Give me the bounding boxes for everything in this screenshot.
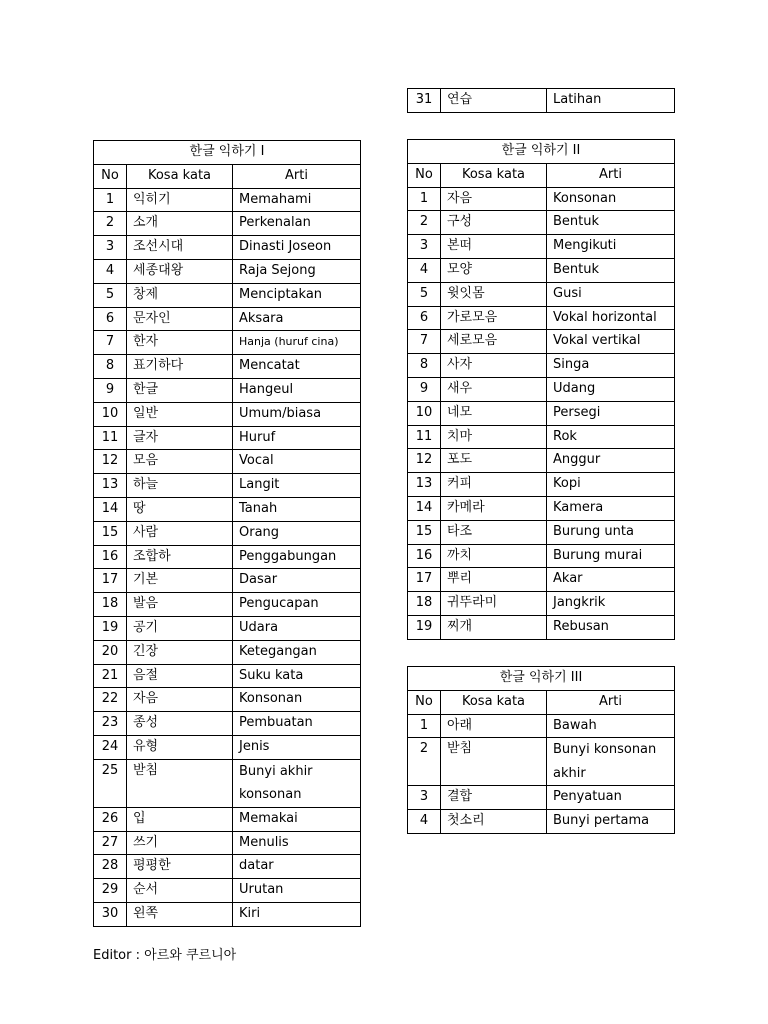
row-number: 10	[408, 401, 441, 425]
kosa-kata-cell: 한글	[127, 378, 233, 402]
table-row	[94, 307, 361, 331]
kosa-kata-cell: 네모	[441, 401, 547, 425]
arti-cell: Rebusan	[547, 615, 675, 639]
arti-cell: Langit	[233, 474, 361, 498]
row-number: 11	[408, 425, 441, 449]
table-row	[408, 473, 675, 497]
table-row	[408, 449, 675, 473]
column-header-arti: Arti	[547, 690, 675, 714]
arti-cell: Gusi	[547, 282, 675, 306]
table-row	[94, 402, 361, 426]
kosa-kata-cell: 본떠	[441, 235, 547, 259]
row-number: 6	[94, 307, 127, 331]
column-header-no: No	[94, 164, 127, 188]
arti-cell: Aksara	[233, 307, 361, 331]
row-number: 18	[94, 593, 127, 617]
row-number: 10	[94, 402, 127, 426]
table-row	[94, 855, 361, 879]
arti-cell: Bentuk	[547, 211, 675, 235]
editor-label: Editor :	[93, 948, 140, 963]
row-number: 19	[408, 615, 441, 639]
kosa-kata-cell: 찌개	[441, 615, 547, 639]
row-number: 31	[408, 89, 441, 113]
kosa-kata-cell: 긴장	[127, 640, 233, 664]
row-number: 2	[408, 211, 441, 235]
arti-cell: Persegi	[547, 401, 675, 425]
row-number: 14	[408, 496, 441, 520]
row-number: 27	[94, 831, 127, 855]
arti-cell: Burung murai	[547, 544, 675, 568]
table-row	[408, 520, 675, 544]
kosa-kata-cell: 귀뚜라미	[441, 592, 547, 616]
arti-cell: Memakai	[233, 807, 361, 831]
column-header-no: No	[408, 690, 441, 714]
arti-cell: Menciptakan	[233, 283, 361, 307]
kosa-kata-cell: 문자인	[127, 307, 233, 331]
arti-cell: Dasar	[233, 569, 361, 593]
kosa-kata-cell: 자음	[127, 688, 233, 712]
row-number: 17	[94, 569, 127, 593]
arti-cell: Dinasti Joseon	[233, 236, 361, 260]
row-number: 5	[408, 282, 441, 306]
table-row	[408, 401, 675, 425]
table-row	[408, 377, 675, 401]
arti-cell: Ketegangan	[233, 640, 361, 664]
arti-cell: Kiri	[233, 902, 361, 926]
arti-cell: Perkenalan	[233, 212, 361, 236]
table-row	[94, 283, 361, 307]
row-number: 26	[94, 807, 127, 831]
table-row	[94, 331, 361, 355]
arti-cell: Memahami	[233, 188, 361, 212]
kosa-kata-cell: 모음	[127, 450, 233, 474]
table-row	[94, 879, 361, 903]
kosa-kata-cell: 결합	[441, 786, 547, 810]
row-number: 4	[408, 258, 441, 282]
vocab-table-2	[407, 139, 675, 640]
kosa-kata-cell: 타조	[441, 520, 547, 544]
arti-cell: datar	[233, 855, 361, 879]
row-number: 22	[94, 688, 127, 712]
table-row	[94, 378, 361, 402]
kosa-kata-cell: 가로모음	[441, 306, 547, 330]
arti-cell: Udara	[233, 616, 361, 640]
table-title: 한글 익하기 III	[408, 667, 675, 691]
table-row	[408, 258, 675, 282]
column-header-arti: Arti	[233, 164, 361, 188]
kosa-kata-cell: 자음	[441, 187, 547, 211]
table-row	[94, 688, 361, 712]
arti-cell: Penggabungan	[233, 545, 361, 569]
row-number: 11	[94, 426, 127, 450]
arti-cell: Jenis	[233, 735, 361, 759]
row-number: 29	[94, 879, 127, 903]
arti-cell: Menulis	[233, 831, 361, 855]
table-row	[94, 259, 361, 283]
row-number: 4	[408, 810, 441, 834]
row-number: 30	[94, 902, 127, 926]
column-header-kosa-kata: Kosa kata	[441, 690, 547, 714]
arti-cell: Bunyi pertama	[547, 810, 675, 834]
table-title: 한글 익하기 II	[408, 140, 675, 164]
kosa-kata-cell: 입	[127, 807, 233, 831]
table-row	[94, 664, 361, 688]
arti-cell: Pengucapan	[233, 593, 361, 617]
kosa-kata-cell: 뿌리	[441, 568, 547, 592]
vocab-table-continuation	[407, 88, 675, 113]
kosa-kata-cell: 쓰기	[127, 831, 233, 855]
table-row	[94, 236, 361, 260]
table-row	[408, 187, 675, 211]
row-number: 21	[94, 664, 127, 688]
row-number: 25	[94, 759, 127, 807]
row-number: 8	[94, 355, 127, 379]
row-number: 16	[408, 544, 441, 568]
table-row	[94, 735, 361, 759]
row-number: 15	[408, 520, 441, 544]
row-number: 14	[94, 497, 127, 521]
row-number: 28	[94, 855, 127, 879]
table-row	[408, 306, 675, 330]
row-number: 3	[94, 236, 127, 260]
row-number: 6	[408, 306, 441, 330]
table-row	[94, 759, 361, 807]
table-row	[408, 738, 675, 786]
kosa-kata-cell: 음절	[127, 664, 233, 688]
row-number: 1	[408, 714, 441, 738]
kosa-kata-cell: 왼쪽	[127, 902, 233, 926]
row-number: 18	[408, 592, 441, 616]
kosa-kata-cell: 카메라	[441, 496, 547, 520]
table-row	[94, 831, 361, 855]
arti-cell: Bawah	[547, 714, 675, 738]
arti-cell: Burung unta	[547, 520, 675, 544]
arti-cell: Vocal	[233, 450, 361, 474]
arti-cell: Suku kata	[233, 664, 361, 688]
kosa-kata-cell: 윗잇몸	[441, 282, 547, 306]
arti-cell: Vokal vertikal	[547, 330, 675, 354]
table-row	[408, 496, 675, 520]
kosa-kata-cell: 기본	[127, 569, 233, 593]
kosa-kata-cell: 일반	[127, 402, 233, 426]
arti-cell: Raja Sejong	[233, 259, 361, 283]
arti-cell: Umum/biasa	[233, 402, 361, 426]
table-row	[408, 592, 675, 616]
table-row	[408, 544, 675, 568]
kosa-kata-cell: 발음	[127, 593, 233, 617]
table-row	[94, 712, 361, 736]
arti-cell: Orang	[233, 521, 361, 545]
row-number: 4	[94, 259, 127, 283]
row-number: 20	[94, 640, 127, 664]
kosa-kata-cell: 종성	[127, 712, 233, 736]
kosa-kata-cell: 모양	[441, 258, 547, 282]
table-row	[94, 569, 361, 593]
kosa-kata-cell: 포도	[441, 449, 547, 473]
kosa-kata-cell: 사자	[441, 354, 547, 378]
editor-credit	[93, 944, 236, 963]
row-number: 1	[94, 188, 127, 212]
kosa-kata-cell: 새우	[441, 377, 547, 401]
kosa-kata-cell: 글자	[127, 426, 233, 450]
row-number: 23	[94, 712, 127, 736]
row-number: 7	[94, 331, 127, 355]
row-number: 16	[94, 545, 127, 569]
table-row	[408, 330, 675, 354]
column-header-arti: Arti	[547, 163, 675, 187]
editor-name: 아르와 쿠르니아	[144, 948, 237, 963]
table-row	[94, 188, 361, 212]
arti-cell: Vokal horizontal	[547, 306, 675, 330]
table-row	[94, 807, 361, 831]
table-title: 한글 익하기 I	[94, 141, 361, 165]
row-number: 24	[94, 735, 127, 759]
row-number: 2	[408, 738, 441, 786]
kosa-kata-cell: 조합하	[127, 545, 233, 569]
kosa-kata-cell: 치마	[441, 425, 547, 449]
table-row	[94, 902, 361, 926]
table-row	[94, 545, 361, 569]
kosa-kata-cell: 세종대왕	[127, 259, 233, 283]
kosa-kata-cell: 한자	[127, 331, 233, 355]
table-row	[408, 211, 675, 235]
arti-cell: Bunyi konsonan akhir	[547, 738, 675, 786]
arti-cell: Anggur	[547, 449, 675, 473]
row-number: 15	[94, 521, 127, 545]
row-number: 19	[94, 616, 127, 640]
column-header-kosa-kata: Kosa kata	[127, 164, 233, 188]
table-row	[408, 282, 675, 306]
arti-cell: Mengikuti	[547, 235, 675, 259]
kosa-kata-cell: 유형	[127, 735, 233, 759]
kosa-kata-cell: 받침	[127, 759, 233, 807]
kosa-kata-cell: 창제	[127, 283, 233, 307]
arti-cell: Kamera	[547, 496, 675, 520]
arti-cell: Urutan	[233, 879, 361, 903]
arti-cell: Bunyi akhir konsonan	[233, 759, 361, 807]
kosa-kata-cell: 표기하다	[127, 355, 233, 379]
column-header-kosa-kata: Kosa kata	[441, 163, 547, 187]
table-row	[94, 640, 361, 664]
kosa-kata-cell: 연습	[441, 89, 547, 113]
kosa-kata-cell: 받침	[441, 738, 547, 786]
table-row	[408, 235, 675, 259]
arti-cell: Konsonan	[547, 187, 675, 211]
kosa-kata-cell: 세로모음	[441, 330, 547, 354]
table-row	[94, 355, 361, 379]
arti-cell: Hangeul	[233, 378, 361, 402]
arti-cell: Akar	[547, 568, 675, 592]
arti-cell: Jangkrik	[547, 592, 675, 616]
arti-cell: Singa	[547, 354, 675, 378]
row-number: 2	[94, 212, 127, 236]
kosa-kata-cell: 땅	[127, 497, 233, 521]
kosa-kata-cell: 아래	[441, 714, 547, 738]
row-number: 9	[408, 377, 441, 401]
row-number: 9	[94, 378, 127, 402]
column-header-no: No	[408, 163, 441, 187]
arti-cell: Latihan	[547, 89, 675, 113]
row-number: 13	[94, 474, 127, 498]
table-row	[94, 521, 361, 545]
row-number: 17	[408, 568, 441, 592]
table-row	[94, 426, 361, 450]
table-row	[408, 786, 675, 810]
arti-cell: Udang	[547, 377, 675, 401]
kosa-kata-cell: 순서	[127, 879, 233, 903]
arti-cell: Konsonan	[233, 688, 361, 712]
kosa-kata-cell: 공기	[127, 616, 233, 640]
table-row	[408, 615, 675, 639]
table-row	[94, 450, 361, 474]
table-row	[408, 714, 675, 738]
row-number: 1	[408, 187, 441, 211]
kosa-kata-cell: 첫소리	[441, 810, 547, 834]
arti-cell: Tanah	[233, 497, 361, 521]
table-row	[94, 474, 361, 498]
arti-cell: Bentuk	[547, 258, 675, 282]
arti-cell: Kopi	[547, 473, 675, 497]
kosa-kata-cell: 하늘	[127, 474, 233, 498]
table-row	[94, 616, 361, 640]
table-row	[408, 568, 675, 592]
kosa-kata-cell: 커피	[441, 473, 547, 497]
row-number: 7	[408, 330, 441, 354]
row-number: 12	[94, 450, 127, 474]
table-row	[94, 593, 361, 617]
arti-cell: Pembuatan	[233, 712, 361, 736]
arti-cell: Hanja (huruf cina)	[233, 331, 361, 355]
table-row	[408, 354, 675, 378]
table-row	[94, 497, 361, 521]
row-number: 5	[94, 283, 127, 307]
row-number: 12	[408, 449, 441, 473]
kosa-kata-cell: 조선시대	[127, 236, 233, 260]
table-row	[94, 212, 361, 236]
kosa-kata-cell: 익히기	[127, 188, 233, 212]
row-number: 3	[408, 235, 441, 259]
table-row	[408, 425, 675, 449]
row-number: 3	[408, 786, 441, 810]
vocab-table-3	[407, 666, 675, 834]
table-row	[408, 810, 675, 834]
kosa-kata-cell: 구성	[441, 211, 547, 235]
row-number: 13	[408, 473, 441, 497]
row-number: 8	[408, 354, 441, 378]
kosa-kata-cell: 까치	[441, 544, 547, 568]
arti-cell: Penyatuan	[547, 786, 675, 810]
kosa-kata-cell: 평평한	[127, 855, 233, 879]
arti-cell: Mencatat	[233, 355, 361, 379]
arti-cell: Rok	[547, 425, 675, 449]
kosa-kata-cell: 사람	[127, 521, 233, 545]
kosa-kata-cell: 소개	[127, 212, 233, 236]
table-row	[408, 89, 675, 113]
arti-cell: Huruf	[233, 426, 361, 450]
vocab-table-1	[93, 140, 361, 927]
